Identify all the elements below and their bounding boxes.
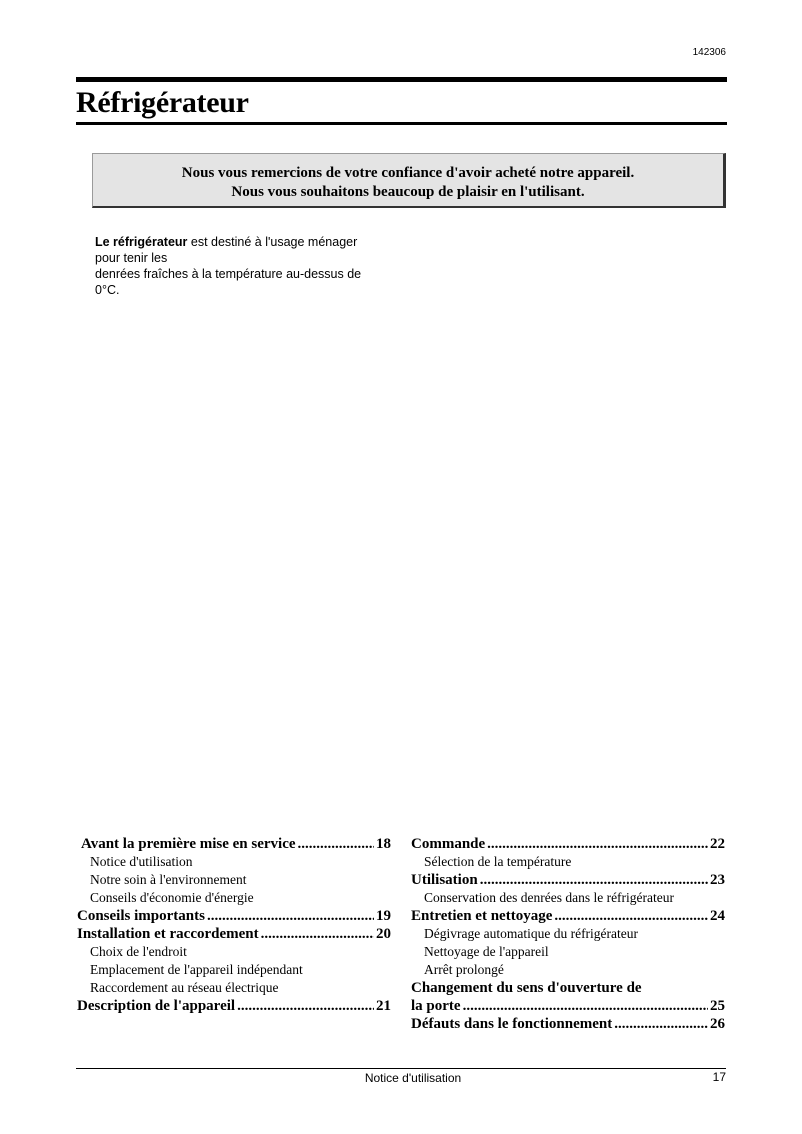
toc-leader [487, 835, 708, 853]
toc-subentry: Raccordement au réseau électrique [90, 980, 279, 995]
footer-label: Notice d'utilisation [364, 1071, 462, 1085]
toc-subentry: Notre soin à l'environnement [90, 872, 247, 887]
toc-entry-title-line[interactable]: Changement du sens d'ouverture de [411, 980, 642, 996]
toc-entry-page: 20 [376, 926, 391, 942]
toc-entry[interactable] [77, 835, 391, 853]
thanks-line-2: Nous vous souhaitons beaucoup de plaisir en l'utilisant. [231, 184, 585, 200]
toc-entry-page: 24 [710, 908, 725, 924]
toc-entry[interactable] [411, 997, 725, 1015]
toc-entry-title: Conseils importants [77, 908, 205, 924]
toc-subentry: Arrêt prolongé [424, 962, 504, 977]
toc-entry-title: Utilisation [411, 872, 478, 888]
toc-entry-page: 25 [710, 998, 725, 1014]
toc-subentry: Conservation des denrées dans le réfrigérateur [424, 890, 675, 905]
toc-entry-page: 26 [710, 1016, 725, 1032]
intro-text: pour tenir les [95, 251, 168, 265]
page-number: 17 [712, 1070, 726, 1084]
intro-text: 0°C. [95, 283, 120, 297]
toc-left-column [77, 835, 391, 1015]
title-rule-top [76, 77, 727, 82]
toc-subentry: Emplacement de l'appareil indépendant [90, 962, 303, 977]
thanks-line-1: Nous vous remercions de votre confiance d'avoir acheté notre appareil. [181, 165, 635, 181]
toc-subentry: Choix de l'endroit [90, 944, 187, 959]
intro-bold: Le réfrigérateur [95, 235, 188, 249]
toc-leader [207, 907, 374, 925]
toc-entry-title: Commande [411, 836, 486, 852]
thanks-box [92, 153, 726, 208]
intro-paragraph [95, 234, 395, 298]
toc-right-column [411, 835, 725, 1033]
toc-entry[interactable] [411, 907, 725, 925]
toc-leader [554, 907, 708, 925]
toc-entry-title: la porte [411, 998, 461, 1014]
toc-entry-title: Installation et raccordement [77, 926, 259, 942]
toc-leader [261, 925, 374, 943]
toc-entry[interactable] [411, 1015, 725, 1033]
toc-leader [463, 997, 708, 1015]
toc-entry-title: Description de l'appareil [77, 998, 236, 1014]
toc-entry-title: Entretien et nettoyage [411, 908, 553, 924]
toc-leader [237, 997, 374, 1015]
toc-entry[interactable] [411, 835, 725, 853]
toc-entry[interactable] [77, 925, 391, 943]
toc-subentry: Notice d'utilisation [90, 854, 193, 869]
page-title: Réfrigérateur [76, 86, 249, 119]
footer-rule [76, 1068, 726, 1069]
toc-entry-page: 18 [376, 836, 391, 852]
toc-subentry: Dégivrage automatique du réfrigérateur [424, 926, 639, 941]
toc-entry-page: 19 [376, 908, 391, 924]
toc-subentry: Sélection de la température [424, 854, 572, 869]
toc-entry[interactable] [411, 871, 725, 889]
document-number: 142306 [692, 47, 726, 58]
intro-text: est destiné à l'usage ménager [187, 235, 358, 249]
intro-text: denrées fraîches à la température au-dessus de [95, 267, 362, 281]
toc-leader [298, 835, 374, 853]
toc-entry-page: 21 [376, 998, 391, 1014]
toc-subentry: Conseils d'économie d'énergie [90, 890, 254, 905]
toc-leader [614, 1015, 708, 1033]
toc-entry[interactable] [77, 907, 391, 925]
toc-entry-title: Avant la première mise en service [81, 836, 296, 852]
toc-entry-page: 22 [710, 836, 725, 852]
title-rule-bottom [76, 122, 727, 125]
toc-entry-title: Défauts dans le fonctionnement [411, 1016, 613, 1032]
toc-entry-page: 23 [710, 872, 725, 888]
toc-entry[interactable] [77, 997, 391, 1015]
toc-leader [480, 871, 708, 889]
toc-subentry: Nettoyage de l'appareil [424, 944, 549, 959]
